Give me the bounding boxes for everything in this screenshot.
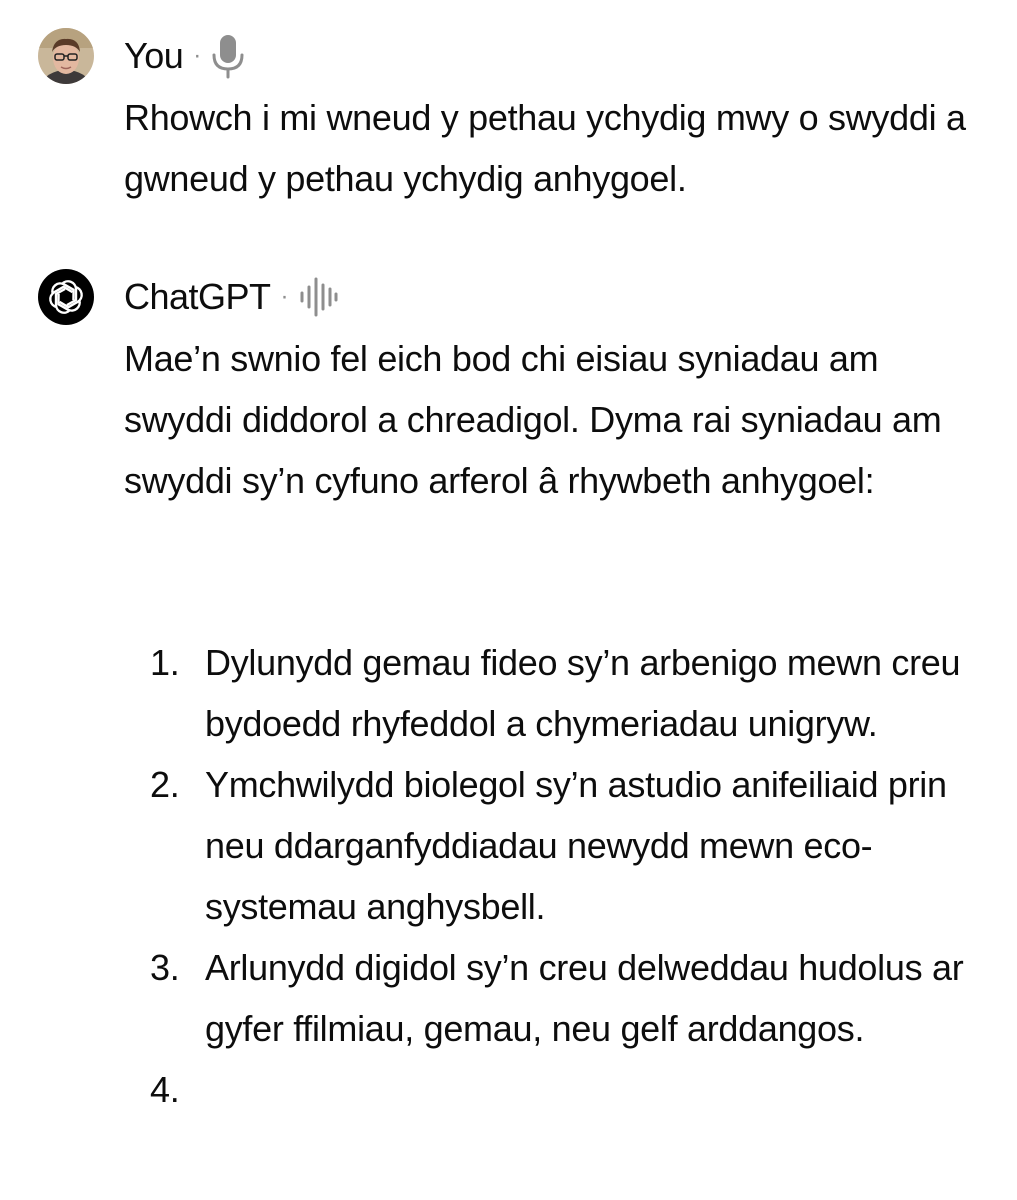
list-item bbox=[150, 937, 980, 1059]
list-item-number: 4. bbox=[150, 1069, 180, 1110]
list-item bbox=[150, 754, 980, 937]
list-item-text: Dylunydd gemau fideo sy’n arbenigo mewn creu bydoedd rhyfeddol a chymeriadau unigryw. bbox=[205, 642, 961, 744]
list-item bbox=[150, 632, 980, 754]
list-item-number: 1. bbox=[150, 642, 180, 683]
user-avatar-image bbox=[38, 28, 94, 84]
user-author-name: You bbox=[124, 35, 184, 76]
assistant-suggestion-list bbox=[150, 632, 980, 1110]
list-item-number: 2. bbox=[150, 764, 180, 805]
header-separator: · bbox=[280, 283, 289, 310]
list-item-text: Arlunydd digidol sy’n creu delweddau hudolus ar gyfer ffilmiau, gemau, neu gelf arddangos. bbox=[205, 947, 964, 1049]
assistant-author-name: ChatGPT bbox=[124, 276, 271, 317]
openai-logo-icon bbox=[38, 269, 94, 325]
assistant-intro-text: Mae’n swnio fel eich bod chi eisiau syniadau am swyddi diddorol a chreadigol. Dyma rai syniadau am swyddi sy’n cyfuno arferol â rhywbeth anhygoel: bbox=[124, 338, 942, 501]
header-separator: · bbox=[193, 42, 202, 69]
microphone-icon bbox=[211, 28, 245, 84]
list-item-number: 3. bbox=[150, 947, 180, 988]
assistant-message-header bbox=[124, 269, 339, 325]
list-item-text: Ymchwilydd biolegol sy’n astudio anifeiliaid prin neu ddarganfyddiadau newydd mewn eco-systemau anghysbell. bbox=[205, 764, 947, 927]
user-message-header bbox=[124, 28, 245, 84]
user-avatar bbox=[38, 28, 94, 84]
user-message-text: Rhowch i mi wneud y pethau ychydig mwy o swyddi a gwneud y pethau ychydig anhygoel. bbox=[124, 97, 966, 199]
voice-waveform-icon bbox=[299, 269, 339, 325]
